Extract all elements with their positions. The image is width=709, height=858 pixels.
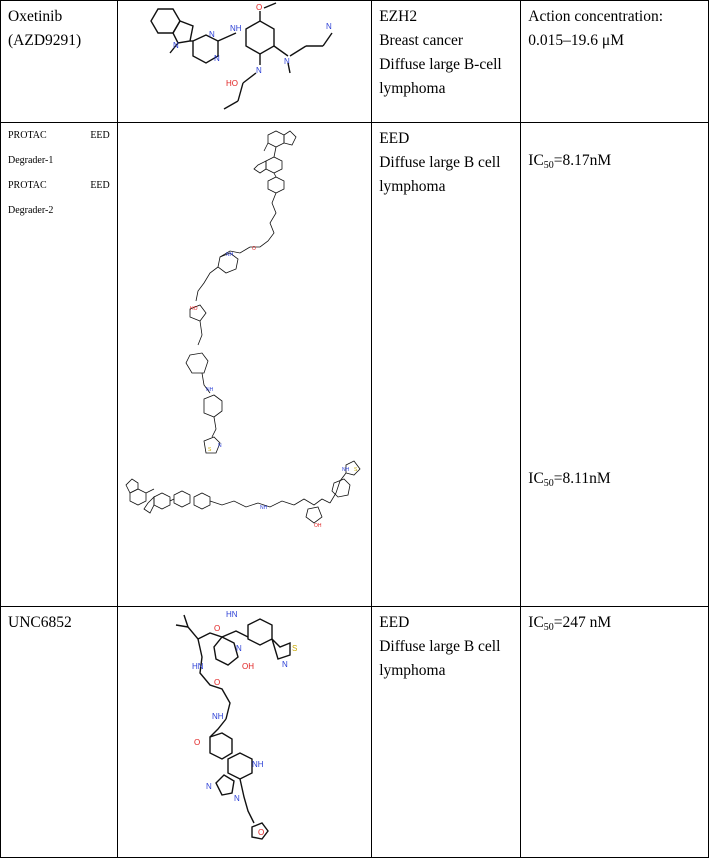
svg-text:N: N (255, 66, 262, 75)
compound-prefix: PROTAC (8, 180, 47, 191)
structure-cell (117, 1, 371, 123)
svg-text:O: O (255, 3, 263, 12)
compound-name-cell (1, 1, 118, 123)
protac-structures (118, 123, 362, 606)
svg-text:N: N (281, 660, 288, 669)
compound-target: EED (90, 180, 110, 191)
target-cell (372, 1, 521, 123)
target-line: lymphoma (379, 80, 446, 97)
oxetinib-structure (118, 1, 362, 122)
svg-text:S: S (207, 447, 212, 453)
compound-name: Degrader-2 (8, 205, 54, 216)
compound-prefix: PROTAC (8, 130, 47, 141)
target-line: lymphoma (379, 662, 446, 679)
svg-text:NH: NH (229, 24, 242, 33)
svg-text:NH: NH (341, 467, 350, 473)
target-line: EED (379, 130, 410, 147)
svg-text:OH: OH (241, 662, 254, 671)
unc6852-structure (118, 607, 362, 857)
svg-text:NH: NH (259, 505, 268, 511)
target-line: Diffuse large B-cell (379, 56, 502, 73)
svg-text:O: O (257, 828, 265, 837)
target-line: EED (379, 614, 410, 631)
target-line: lymphoma (379, 178, 446, 195)
target-line: EZH2 (379, 8, 418, 25)
svg-text:S: S (291, 644, 298, 653)
structure-cell (117, 123, 371, 607)
activity-value: $IC_{50}=247$ nM (528, 614, 612, 633)
svg-text:N: N (233, 794, 240, 803)
svg-text:NH: NH (211, 712, 224, 721)
svg-text:S: S (353, 467, 358, 473)
svg-text:HO: HO (225, 79, 238, 88)
svg-text:N: N (208, 30, 215, 39)
activity-value-degrader-2: $IC_{50}=8.11nM$ (528, 470, 611, 489)
svg-text:OH: OH (313, 523, 322, 529)
protac-eed-degrader-2-structure (126, 461, 360, 529)
svg-text:HN: HN (225, 610, 238, 619)
svg-text:O: O (213, 624, 221, 633)
activity-cell (521, 123, 709, 607)
svg-text:O: O (251, 246, 256, 252)
compound-name: Degrader-1 (8, 155, 54, 166)
activity-value: Action concentration: 0.015–19.6 μM (528, 8, 663, 49)
svg-text:N: N (172, 41, 179, 50)
svg-text:O: O (193, 738, 201, 747)
svg-text:N: N (205, 782, 212, 791)
compound-name-cell (1, 607, 118, 858)
compound-name: Oxetinib (8, 8, 63, 25)
activity-value-degrader-1: $IC_{50}=8.17nM$ (528, 152, 612, 171)
svg-text:O: O (213, 678, 221, 687)
target-line: Diffuse large B cell (379, 154, 501, 171)
target-line: Diffuse large B cell (379, 638, 501, 655)
svg-text:N: N (283, 57, 290, 66)
target-line: Breast cancer (379, 32, 464, 49)
table-row (1, 123, 709, 607)
compound-name-cell (1, 123, 118, 607)
svg-text:HN: HN (191, 662, 204, 671)
svg-text:NH: NH (225, 252, 234, 258)
svg-text:NH: NH (251, 760, 264, 769)
activity-cell (521, 1, 709, 123)
compound-code: (AZD9291) (8, 32, 82, 49)
compound-name: UNC6852 (8, 614, 72, 631)
protac-eed-degrader-1-structure (186, 131, 296, 453)
target-cell (372, 123, 521, 607)
svg-text:HO: HO (189, 306, 198, 312)
compound-target: EED (90, 130, 110, 141)
svg-text:N: N (213, 54, 220, 63)
table-row (1, 607, 709, 858)
table-row (1, 1, 709, 123)
svg-text:N: N (325, 22, 332, 31)
svg-text:N: N (217, 443, 222, 449)
target-cell (372, 607, 521, 858)
structure-cell (117, 607, 371, 858)
svg-text:N: N (235, 644, 242, 653)
activity-cell (521, 607, 709, 858)
svg-text:NH: NH (205, 387, 214, 393)
